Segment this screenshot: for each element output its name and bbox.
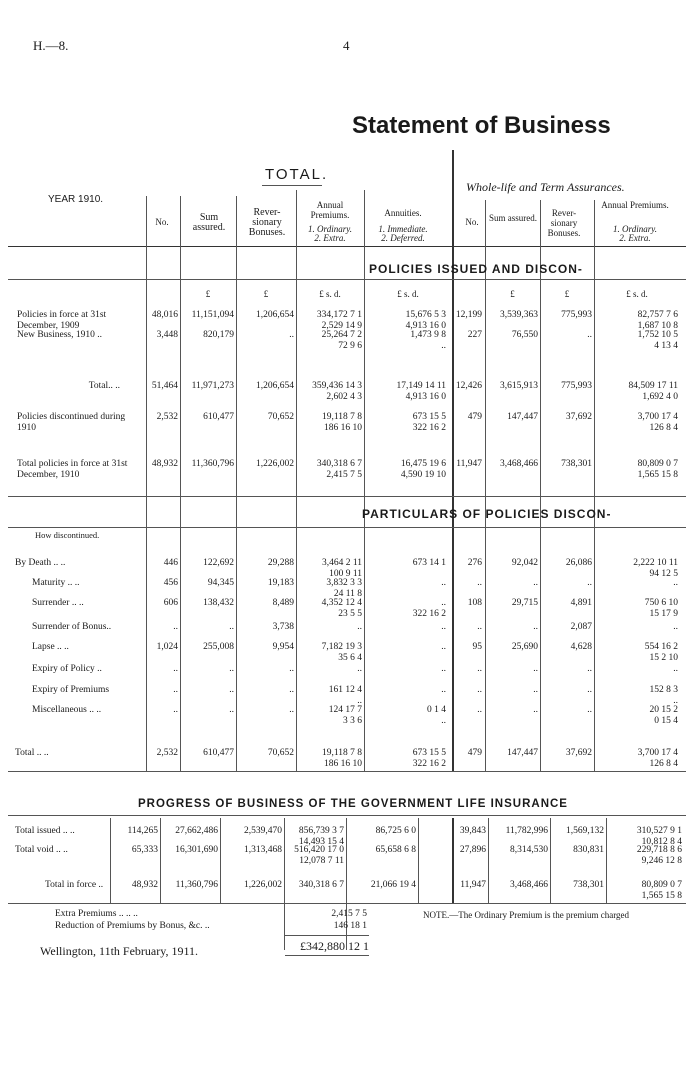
cell-prem: 2,415 7 5 [326, 470, 362, 480]
cell-bonus: 70,652 [267, 748, 294, 758]
cell-prem: 72 9 6 [338, 341, 362, 351]
cell-prem: 334,172 7 1 [316, 310, 362, 320]
cell-rprem: 1,565 15 8 [637, 470, 678, 480]
col-r-annual-premiums: Annual Premiums. [601, 200, 669, 210]
unit-premium: £ s. d. [319, 289, 341, 299]
cell-prem: .. [357, 664, 362, 674]
cell-no: 3,448 [156, 330, 178, 340]
cell-sum: .. [229, 685, 234, 695]
cell-prem: 3,832 3 3 [326, 578, 362, 588]
cell-rbonus: .. [587, 705, 592, 715]
cell-prem: 161 12 4 [328, 685, 362, 695]
cell-ann: 15,676 5 3 [405, 310, 446, 320]
cell-prem: 14,493 15 4 [298, 837, 344, 847]
cell-rsum: 11,782,996 [505, 826, 548, 836]
year-label: YEAR 1910. [48, 194, 104, 205]
row-label: Lapse .. .. [32, 642, 69, 652]
cell-rno: 95 [472, 642, 482, 652]
extra-premiums-value: 2,415 7 5 [331, 909, 367, 919]
row-label: By Death .. .. [15, 558, 66, 568]
cell-prem: 7,182 19 3 [321, 642, 362, 652]
cell-rno: .. [477, 578, 482, 588]
cell-ann: 86,725 6 0 [375, 826, 416, 836]
cell-rprem: 1,752 10 5 [637, 330, 678, 340]
cell-rprem: 1,692 4 0 [642, 392, 678, 402]
section-particulars: PARTICULARS OF POLICIES DISCON- [362, 507, 612, 521]
cell-rbonus: 738,301 [573, 880, 604, 890]
cell-rno: 227 [467, 330, 482, 340]
cell-prem: 516,420 17 0 [294, 845, 344, 855]
cell-ann: .. [441, 664, 446, 674]
cell-prem: 3 3 6 [343, 716, 362, 726]
cell-rno: 11,947 [456, 459, 482, 469]
cell-prem: 19,118 7 8 [321, 412, 362, 422]
unit-r-sum: £ [510, 289, 515, 299]
cell-bonus: 1,206,654 [256, 381, 294, 391]
cell-no: .. [173, 622, 178, 632]
cell-rprem: 0 15 4 [654, 716, 678, 726]
cell-sum: 16,301,690 [175, 845, 218, 855]
cell-rsum: 147,447 [507, 748, 538, 758]
cell-ann: 21,066 19 4 [370, 880, 416, 890]
row-label: Maturity .. .. [32, 578, 80, 588]
cell-rbonus: 37,692 [565, 748, 592, 758]
cell-ann: 4,590 19 10 [400, 470, 446, 480]
row-label: Surrender of Bonus.. [32, 622, 112, 632]
cell-rprem: 10,812 8 4 [641, 837, 682, 847]
cell-rsum: 29,715 [511, 598, 538, 608]
col-r-no: No. [465, 217, 479, 227]
cell-no: .. [173, 705, 178, 715]
cell-prem: 124 17 7 [328, 705, 362, 715]
cell-prem: 186 16 10 [324, 759, 362, 769]
right-heading: Whole-life and Term Assurances. [466, 180, 625, 194]
cell-rprem: 4 13 4 [654, 341, 678, 351]
cell-ann: 4,913 16 0 [405, 321, 446, 331]
col-annuity-type-2: 2. Deferred. [381, 233, 425, 243]
cell-bonus: 8,489 [272, 598, 294, 608]
cell-rprem: 126 8 4 [649, 759, 678, 769]
cell-rno: 12,426 [455, 381, 482, 391]
col-r-premium-type-1: 1. Ordinary. [613, 224, 657, 234]
cell-sum: 255,008 [203, 642, 234, 652]
cell-no: .. [173, 664, 178, 674]
cell-ann: .. [441, 578, 446, 588]
col-annual-premiums: Annual Premiums. [310, 200, 350, 220]
cell-prem: 340,318 6 7 [316, 459, 362, 469]
cell-no: 48,932 [131, 880, 158, 890]
cell-no: 1,024 [156, 642, 178, 652]
col-annuity-type-1: 1. Immediate. [378, 224, 428, 234]
cell-no: 2,532 [156, 748, 178, 758]
cell-ann: 673 14 1 [412, 558, 446, 568]
cell-no: .. [173, 685, 178, 695]
cell-prem: 3,464 2 11 [321, 558, 362, 568]
row-label: Expiry of Policy .. [32, 664, 102, 674]
cell-bonus: 9,954 [272, 642, 294, 652]
cell-sum: 11,971,273 [191, 381, 234, 391]
cell-rbonus: 4,891 [570, 598, 592, 608]
cell-no: 51,464 [151, 381, 178, 391]
row-label: Total .. .. [15, 748, 49, 758]
cell-rsum: 76,550 [511, 330, 538, 340]
cell-sum: 820,179 [203, 330, 234, 340]
cell-bonus: 70,652 [267, 412, 294, 422]
cell-no: 48,016 [151, 310, 178, 320]
unit-r-premium: £ s. d. [626, 289, 648, 299]
grand-total: £342,880 12 1 [300, 939, 369, 953]
cell-sum: 11,360,796 [191, 459, 234, 469]
cell-rno: 27,896 [459, 845, 486, 855]
cell-prem: 4,352 12 4 [321, 598, 362, 608]
col-r-reversionary-bonuses: Rever-sionary Bonuses. [547, 208, 581, 238]
extra-premiums-label: Extra Premiums .. .. .. [55, 909, 138, 919]
row-label: Total.. .. [88, 381, 120, 391]
col-reversionary-bonuses: Rever-sionary Bonuses. [248, 207, 286, 238]
total-heading: TOTAL. [265, 166, 329, 183]
cell-rsum: 92,042 [511, 558, 538, 568]
cell-rno: 12,199 [455, 310, 482, 320]
cell-rbonus: 26,086 [565, 558, 592, 568]
cell-rprem: 3,700 17 4 [637, 748, 678, 758]
cell-prem: 856,739 3 7 [298, 826, 344, 836]
cell-prem: 359,436 14 3 [312, 381, 362, 391]
cell-rno: 276 [467, 558, 482, 568]
cell-prem: 2,529 14 9 [321, 321, 362, 331]
cell-rbonus: .. [587, 685, 592, 695]
cell-no: 606 [163, 598, 178, 608]
cell-rbonus: 775,993 [561, 381, 592, 391]
col-r-premium-type-2: 2. Extra. [619, 233, 651, 243]
footnote: NOTE.—The Ordinary Premium is the premium charged [423, 910, 630, 920]
row-label: Total in force .. [45, 880, 104, 890]
col-r-sum-assured: Sum assured. [489, 213, 537, 223]
cell-rprem: 94 12 5 [649, 569, 678, 579]
cell-rprem: 82,757 7 6 [637, 310, 678, 320]
cell-rbonus: .. [587, 664, 592, 674]
cell-rprem: 126 8 4 [649, 423, 678, 433]
cell-rprem: 310,527 9 1 [636, 826, 682, 836]
cell-prem: .. [357, 622, 362, 632]
cell-bonus: .. [289, 664, 294, 674]
cell-rno: .. [477, 664, 482, 674]
cell-rsum: 147,447 [507, 412, 538, 422]
cell-no: 446 [163, 558, 178, 568]
cell-sum: .. [229, 622, 234, 632]
cell-rno: 39,843 [459, 826, 486, 836]
cell-ann: 1,473 9 8 [410, 330, 446, 340]
cell-rbonus: 37,692 [565, 412, 592, 422]
cell-prem: 340,318 6 7 [298, 880, 344, 890]
cell-rno: .. [477, 705, 482, 715]
cell-bonus: 1,226,002 [256, 459, 294, 469]
cell-rbonus: 1,569,132 [566, 826, 604, 836]
cell-ann: 322 16 2 [412, 423, 446, 433]
row-label: Surrender .. .. [32, 598, 84, 608]
cell-rbonus: 2,087 [570, 622, 592, 632]
cell-sum: 610,477 [203, 412, 234, 422]
cell-no: 456 [163, 578, 178, 588]
cell-ann: 0 1 4 [427, 705, 446, 715]
cell-ann: 322 16 2 [412, 609, 446, 619]
cell-ann: .. [441, 622, 446, 632]
cell-rbonus: .. [587, 330, 592, 340]
row-label: Total policies in force at 31st December, 1910 [17, 459, 128, 480]
cell-rsum: .. [533, 705, 538, 715]
cell-bonus: .. [289, 705, 294, 715]
page-reference: H.—8. [33, 38, 69, 53]
cell-prem: .. [357, 696, 362, 706]
cell-sum: 610,477 [203, 748, 234, 758]
cell-sum: .. [229, 664, 234, 674]
cell-rprem: 229,718 8 6 [636, 845, 682, 855]
cell-rbonus: 738,301 [561, 459, 592, 469]
cell-rsum: 25,690 [511, 642, 538, 652]
cell-bonus: 1,206,654 [256, 310, 294, 320]
section-policies-issued: POLICIES ISSUED AND DISCON- [369, 262, 583, 276]
cell-rbonus: 775,993 [561, 310, 592, 320]
cell-rno: 108 [467, 598, 482, 608]
cell-rno: 479 [467, 748, 482, 758]
cell-rprem: 15 17 9 [649, 609, 678, 619]
unit-annuity: £ s. d. [397, 289, 419, 299]
col-sum-assured: Sum assured. [192, 212, 226, 233]
cell-bonus: 19,183 [267, 578, 294, 588]
reduction-label: Reduction of Premiums by Bonus, &c. .. [55, 921, 210, 931]
row-label: Miscellaneous .. .. [32, 705, 102, 715]
cell-ann: .. [441, 341, 446, 351]
cell-prem: 100 9 11 [329, 569, 362, 579]
row-label: Total issued .. .. [15, 826, 75, 836]
cell-ann: 673 15 5 [412, 412, 446, 422]
cell-ann: .. [441, 716, 446, 726]
cell-prem: 35 6 4 [338, 653, 362, 663]
col-annuities: Annuities. [384, 208, 422, 218]
col-premium-type-2: 2. Extra. [314, 233, 346, 243]
cell-ann: 16,475 19 6 [400, 459, 446, 469]
cell-sum: 11,360,796 [175, 880, 218, 890]
cell-rbonus: 830,831 [573, 845, 604, 855]
cell-sum: 27,662,486 [175, 826, 218, 836]
cell-rsum: 3,468,466 [500, 459, 538, 469]
cell-prem: 24 11 8 [333, 589, 362, 599]
unit-sum: £ [205, 289, 211, 299]
cell-rsum: 3,615,913 [500, 381, 538, 391]
cell-sum: 11,151,094 [191, 310, 234, 320]
cell-bonus: .. [289, 330, 294, 340]
cell-ann: 17,149 14 11 [396, 381, 446, 391]
row-label: Policies discontinued during 1910 [17, 412, 126, 433]
page-number: 4 [343, 38, 350, 53]
row-label: Total void .. .. [15, 845, 68, 855]
cell-no: 2,532 [156, 412, 178, 422]
cell-sum: 94,345 [207, 578, 234, 588]
cell-rsum: 3,539,363 [500, 310, 538, 320]
cell-bonus: 3,738 [272, 622, 294, 632]
cell-no: 48,932 [151, 459, 178, 469]
col-premium-type-1: 1. Ordinary. [308, 224, 352, 234]
cell-rprem: 554 16 2 [644, 642, 678, 652]
cell-rprem: 2,222 10 11 [633, 558, 678, 568]
cell-rprem: 750 6 10 [644, 598, 678, 608]
cell-rsum: .. [533, 685, 538, 695]
row-label: Expiry of Premiums [32, 685, 110, 695]
cell-rsum: .. [533, 664, 538, 674]
cell-ann: 673 15 5 [412, 748, 446, 758]
row-label: New Business, 1910 .. [17, 330, 102, 340]
cell-ann: .. [441, 642, 446, 652]
unit-r-bonus: £ [564, 289, 570, 299]
cell-rprem: 80,809 0 7 [641, 880, 682, 890]
cell-ann: 322 16 2 [412, 759, 446, 769]
cell-prem: 2,602 4 3 [326, 392, 362, 402]
cell-sum: .. [229, 705, 234, 715]
how-discontinued-label: How discontinued. [35, 530, 100, 540]
cell-rsum: .. [533, 622, 538, 632]
cell-no: 65,333 [131, 845, 158, 855]
cell-prem: 23 5 5 [338, 609, 362, 619]
cell-ann: .. [441, 685, 446, 695]
cell-rprem: 3,700 17 4 [637, 412, 678, 422]
cell-rprem: 1,565 15 8 [641, 891, 682, 901]
cell-bonus: 1,313,468 [244, 845, 282, 855]
cell-ann: .. [441, 598, 446, 608]
cell-bonus: 1,226,002 [244, 880, 282, 890]
cell-no: 114,265 [127, 826, 158, 836]
cell-prem: 12,078 7 11 [299, 856, 344, 866]
cell-prem: 186 16 10 [324, 423, 362, 433]
unit-bonus: £ [263, 289, 269, 299]
cell-sum: 122,692 [203, 558, 234, 568]
col-no: No. [155, 217, 169, 227]
cell-rno: .. [477, 622, 482, 632]
cell-rno: 479 [467, 412, 482, 422]
cell-rprem: 84,509 17 11 [628, 381, 678, 391]
cell-rprem: .. [673, 578, 678, 588]
section-progress: PROGRESS OF BUSINESS OF THE GOVERNMENT LIFE INSURANCE [138, 798, 568, 810]
cell-rprem: 15 2 10 [649, 653, 678, 663]
cell-prem: 19,118 7 8 [321, 748, 362, 758]
row-label: Policies in force at 31st December, 1909 [17, 310, 107, 331]
cell-ann: 65,658 6 8 [375, 845, 416, 855]
cell-rprem: 152 8 3 [649, 685, 678, 695]
cell-prem: 25,264 7 2 [321, 330, 362, 340]
cell-rno: 11,947 [460, 880, 486, 890]
cell-rsum: 3,468,466 [510, 880, 548, 890]
reduction-value: 146 18 1 [333, 921, 367, 931]
signature-line: Wellington, 11th February, 1911. [40, 944, 199, 958]
cell-rprem: .. [673, 696, 678, 706]
cell-rprem: 20 15 2 [649, 705, 678, 715]
cell-rprem: 80,809 0 7 [637, 459, 678, 469]
cell-rprem: 9,246 12 8 [641, 856, 682, 866]
cell-bonus: .. [289, 685, 294, 695]
page-title: Statement of Business [352, 112, 611, 139]
cell-rprem: .. [673, 664, 678, 674]
cell-bonus: 2,539,470 [244, 826, 282, 836]
cell-ann: 4,913 16 0 [405, 392, 446, 402]
cell-sum: 138,432 [203, 598, 234, 608]
cell-rsum: 8,314,530 [510, 845, 548, 855]
cell-rbonus: 4,628 [570, 642, 592, 652]
cell-rno: .. [477, 685, 482, 695]
cell-rbonus: .. [587, 578, 592, 588]
cell-bonus: 29,288 [267, 558, 294, 568]
cell-rprem: .. [673, 622, 678, 632]
cell-rprem: 1,687 10 8 [637, 321, 678, 331]
cell-rsum: .. [533, 578, 538, 588]
